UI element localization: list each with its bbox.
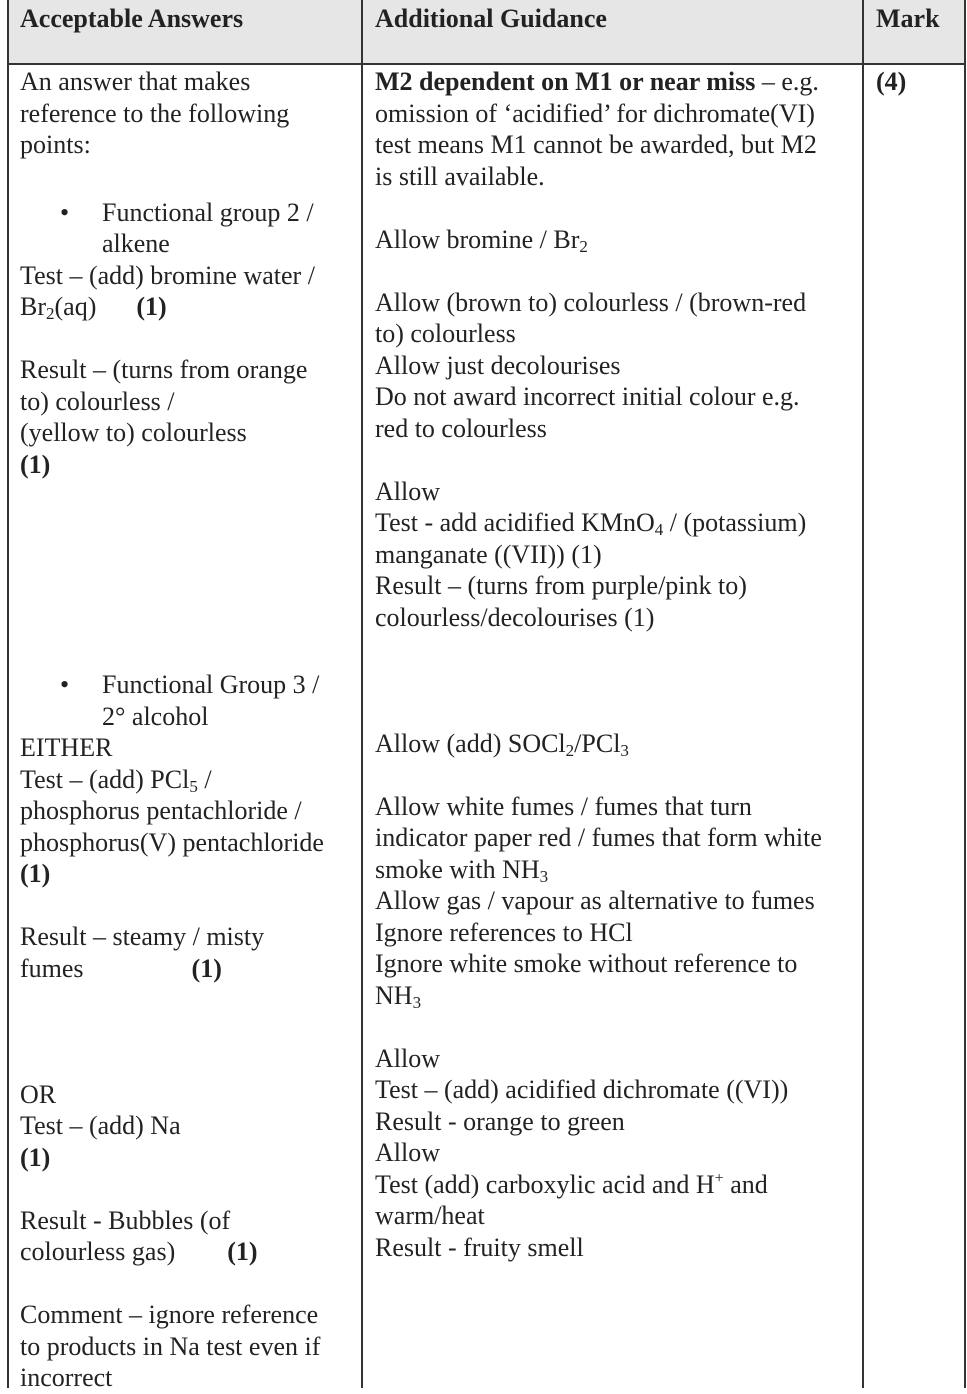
additional-guidance-cell [375, 66, 855, 1263]
allow-decolourises-note: Allow just decolourises [375, 350, 621, 380]
allow-gas-note: Allow gas / vapour as alternative to fumes [375, 886, 815, 915]
ignore-smoke-note: Ignore white smoke without reference to [375, 949, 798, 978]
header-acceptable-answers: Acceptable Answers [20, 4, 244, 33]
allow-label: Allow [375, 476, 440, 506]
m2-dependency-note: M2 dependent on M1 or near miss – e.g. [375, 67, 819, 96]
header-mark: Mark [876, 4, 940, 33]
comment-line: incorrect [20, 1363, 113, 1392]
ester-test-line: warm/heat [375, 1201, 485, 1230]
alcohol-result-line: fumes (1) [20, 953, 222, 983]
ignore-hcl-note: Ignore references to HCl [375, 917, 633, 947]
intro-text: An answer that makes [20, 67, 251, 96]
mark-value: (1) [20, 1142, 51, 1172]
ester-test-line: Test (add) carboxylic acid and H+ and [375, 1169, 768, 1199]
do-not-award-note: red to colourless [375, 413, 547, 443]
alkene-test-line: Test – (add) bromine water / [20, 260, 315, 290]
allow-brown-note: Allow (brown to) colourless / (brown-red [375, 287, 807, 317]
sodium-test-line: Test – (add) Na [20, 1111, 181, 1140]
m2-dependency-note: omission of ‘acidified’ for dichromate(VI) [375, 98, 815, 128]
allow-fumes-note: Allow white fumes / fumes that turn [375, 791, 752, 821]
mark-value: (1) [191, 953, 222, 983]
alcohol-result-line: Result – steamy / misty [20, 922, 265, 951]
kmno4-test-line: manganate ((VII)) (1) [375, 539, 602, 569]
bullet-functional-group-3: • Functional Group 3 / [60, 670, 320, 699]
sodium-result-line: colourless gas) (1) [20, 1237, 258, 1266]
allow-brown-note: to) colourless [375, 319, 516, 348]
allow-fumes-note: smoke with $NH_3$ [375, 854, 549, 886]
m2-dependency-note: is still available. [375, 161, 545, 191]
intro-text: points: [20, 130, 91, 159]
either-label: EITHER [20, 733, 113, 762]
header-additional-guidance: Additional Guidance [375, 4, 607, 33]
ester-result-line: Result - fruity smell [375, 1232, 584, 1262]
dichromate-result-line: Result - orange to green [375, 1106, 625, 1136]
table-border-right [964, 0, 966, 1388]
alkene-test-line: $Br_2(aq)$ (1) [20, 292, 167, 323]
sodium-result-line: Result - Bubbles (of [20, 1205, 231, 1235]
alcohol-test-line: Test – (add) PCl$_5$ / [20, 764, 212, 796]
allow-label: Allow [375, 1138, 440, 1167]
m2-dependency-note: test means M1 cannot be awarded, but M2 [375, 130, 817, 159]
functional-group-2-name: alkene [102, 229, 170, 258]
column-divider-1 [361, 0, 363, 1388]
bullet-icon: • [60, 197, 70, 227]
acceptable-answers-cell [20, 66, 350, 1394]
mark-cell [876, 66, 961, 98]
alcohol-test-line: phosphorus(V) pentachloride [20, 827, 324, 857]
allow-fumes-note: indicator paper red / fumes that form white [375, 823, 822, 852]
bullet-functional-group-2: • Functional group 2 / [60, 197, 314, 227]
comment-line: to products in Na test even if [20, 1331, 321, 1361]
bullet-icon: • [60, 670, 70, 699]
ignore-smoke-note: $NH_3$ [375, 980, 422, 1012]
header-divider [8, 63, 965, 65]
alkene-result-line: Result – (turns from orange [20, 355, 308, 384]
alkene-result-line: to) colourless / [20, 386, 175, 416]
mark-value: (1) [20, 449, 51, 479]
comment-line: Comment – ignore reference [20, 1300, 319, 1329]
mark-value: (1) [20, 859, 51, 888]
kmno4-test-line: Test - add acidified KMnO$_4$ / (potassium) [375, 508, 807, 539]
mark-value: (1) [227, 1237, 258, 1266]
alcohol-test-line: phosphorus pentachloride / [20, 796, 302, 825]
functional-group-3-name: 2° alcohol [102, 701, 209, 731]
total-mark: (4) [876, 67, 907, 96]
dichromate-test-line: Test – (add) acidified dichromate ((VI)) [375, 1075, 789, 1104]
allow-socl2-note: Allow (add) SOCl$_2$/PCl$_3$ [375, 728, 629, 760]
kmno4-result-line: Result – (turns from purple/pink to) [375, 571, 747, 600]
column-divider-2 [862, 0, 864, 1388]
do-not-award-note: Do not award incorrect initial colour e.g. [375, 382, 800, 411]
mark-value: (1) [136, 292, 167, 321]
allow-bromine-note: Allow bromine / $Br_2$ [375, 224, 588, 256]
kmno4-result-line: colourless/decolourises (1) [375, 602, 655, 632]
alkene-result-line: (yellow to) colourless [20, 418, 247, 447]
intro-text: reference to the following [20, 98, 290, 128]
table-border-left [7, 0, 9, 1388]
allow-label: Allow [375, 1043, 440, 1073]
or-label: OR [20, 1079, 57, 1109]
